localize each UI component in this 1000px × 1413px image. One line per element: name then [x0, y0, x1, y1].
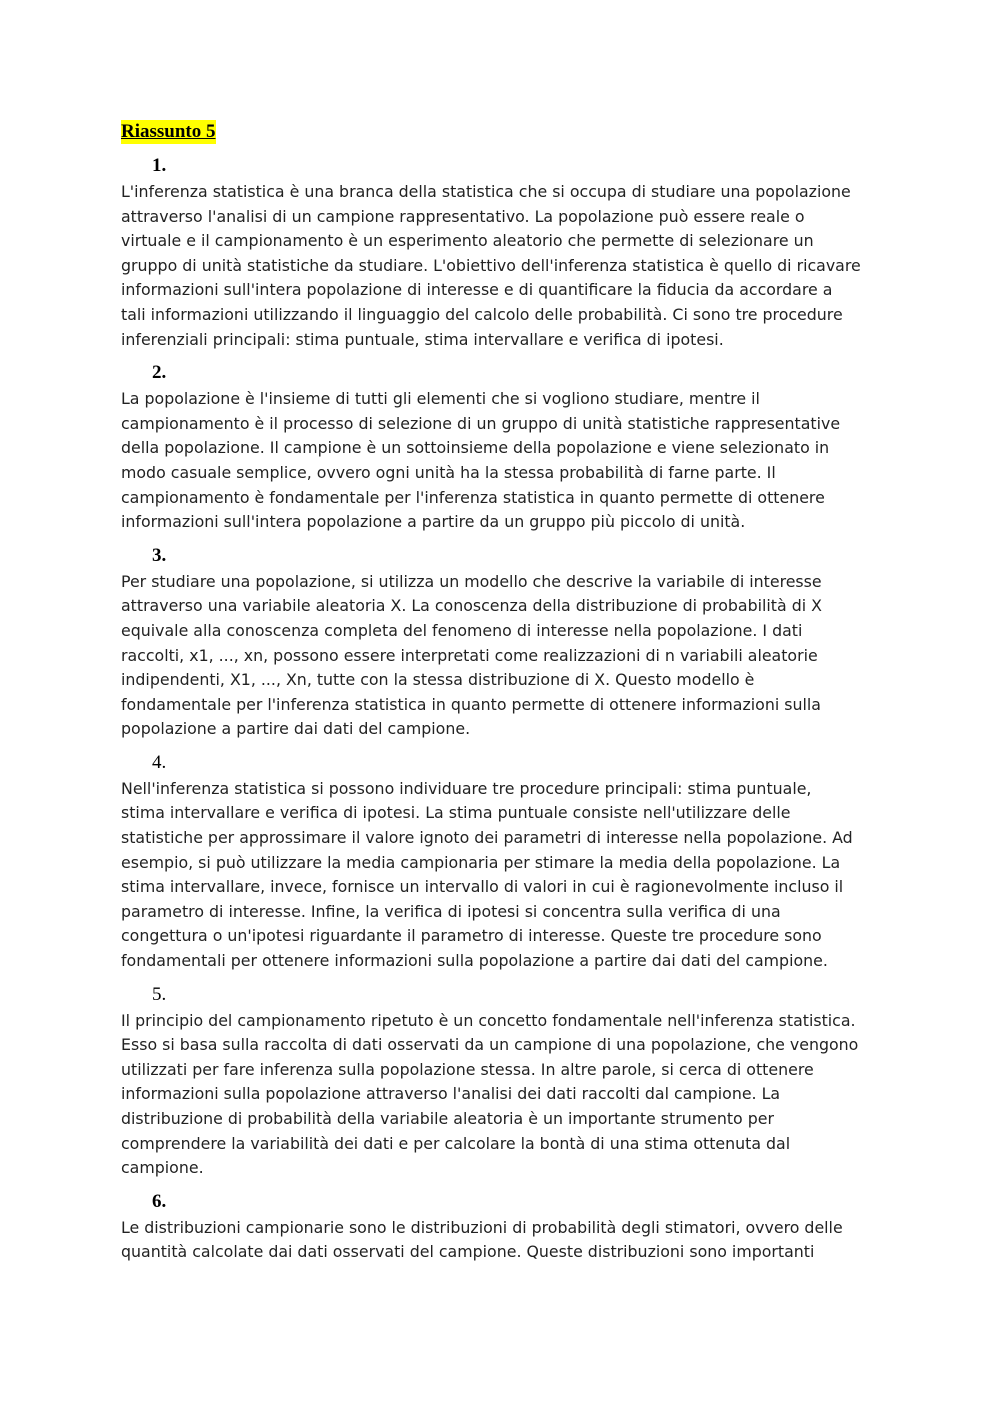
- section-4: [121, 751, 891, 974]
- section-number: 3.: [152, 544, 167, 566]
- section-number: 6.: [152, 1190, 167, 1212]
- section-paragraph: Per studiare una popolazione, si utilizza un modello che descrive la variabile di interesse attraverso una variabile aleatoria X. La conoscenza della distribuzione di probabilità di X equivale alla conoscenza completa del fenomeno di interesse nella popolazione. I dati raccolti, x1, ..., xn, possono essere interpretati come realizzazioni di n variabili aleatorie indipendenti, X1, ..., Xn, tutte con la stessa distribuzione di X. Questo modello è fondamentale per l'inferenza statistica in quanto permette di ottenere informazioni sulla popolazione a partire dai dati del campione.: [121, 571, 822, 739]
- section-number: 5.: [152, 983, 167, 1005]
- section-5: [121, 983, 891, 1181]
- section-number: 2.: [152, 362, 167, 384]
- section-paragraph: Il principio del campionamento ripetuto è un concetto fondamentale nell'inferenza statistica. Esso si basa sulla raccolta di dati osservati da un campione di una popolazione, che vengono utilizzati per fare inferenza sulla popolazione stessa. In altre parole, si cerca di ottenere informazioni sulla popolazione attraverso l'analisi dei dati raccolti dal campione. La distribuzione di probabilità della variabile aleatoria è un importante strumento per comprendere la variabilità dei dati e per calcolare la bontà di una stima ottenuta dal campione.: [121, 1010, 859, 1178]
- document-title: Riassunto 5: [121, 121, 216, 142]
- section-3: [121, 544, 891, 742]
- section-paragraph: L'inferenza statistica è una branca della statistica che si occupa di studiare una popolazione attraverso l'analisi di un campione rappresentativo. La popolazione può essere reale o virtuale e il campionamento è un esperimento aleatorio che permette di selezionare un gruppo di unità statistiche da studiare. L'obiettivo dell'inferenza statistica è quello di ricavare informazioni sull'intera popolazione di interesse e di quantificare la fiducia da accordare a tali informazioni utilizzando il linguaggio del calcolo delle probabilità. Ci sono tre procedure inferenziali principali: stima puntuale, stima intervallare e verifica di ipotesi.: [121, 182, 861, 349]
- document-page: [121, 120, 891, 1274]
- section-number: 4.: [152, 751, 167, 773]
- section-number: 1.: [152, 155, 167, 176]
- section-6: [121, 1190, 891, 1265]
- section-paragraph: Le distribuzioni campionarie sono le distribuzioni di probabilità degli stimatori, ovvero delle quantità calcolate dai dati osservati del campione. Queste distribuzioni sono importanti: [121, 1217, 843, 1262]
- section-paragraph: Nell'inferenza statistica si possono individuare tre procedure principali: stima puntuale, stima intervallare e verifica di ipotesi. La stima puntuale consiste nell'utilizzare delle statistiche per approssimare il valore ignoto dei parametri di interesse nella popolazione. Ad esempio, si può utilizzare la media campionaria per stimare la media della popolazione. La stima intervallare, invece, fornisce un intervallo di valori in cui è ragionevolmente incluso il parametro di interesse. Infine, la verifica di ipotesi si concentra sulla verifica di una congettura o un'ipotesi riguardante il parametro di interesse. Queste tre procedure sono fondamentali per ottenere informazioni sulla popolazione a partire dai dati del campione.: [121, 778, 853, 971]
- section-1: [121, 154, 891, 352]
- section-paragraph: La popolazione è l'insieme di tutti gli elementi che si vogliono studiare, mentre il campionamento è il processo di selezione di un gruppo di unità statistiche rappresentative della popolazione. Il campione è un sottoinsieme della popolazione e viene selezionato in modo casuale semplice, ovvero ogni unità ha la stessa probabilità di farne parte. Il campionamento è fondamentale per l'inferenza statistica in quanto permette di ottenere informazioni sull'intera popolazione a partire da un gruppo più piccolo di unità.: [121, 389, 841, 532]
- section-2: [121, 361, 891, 535]
